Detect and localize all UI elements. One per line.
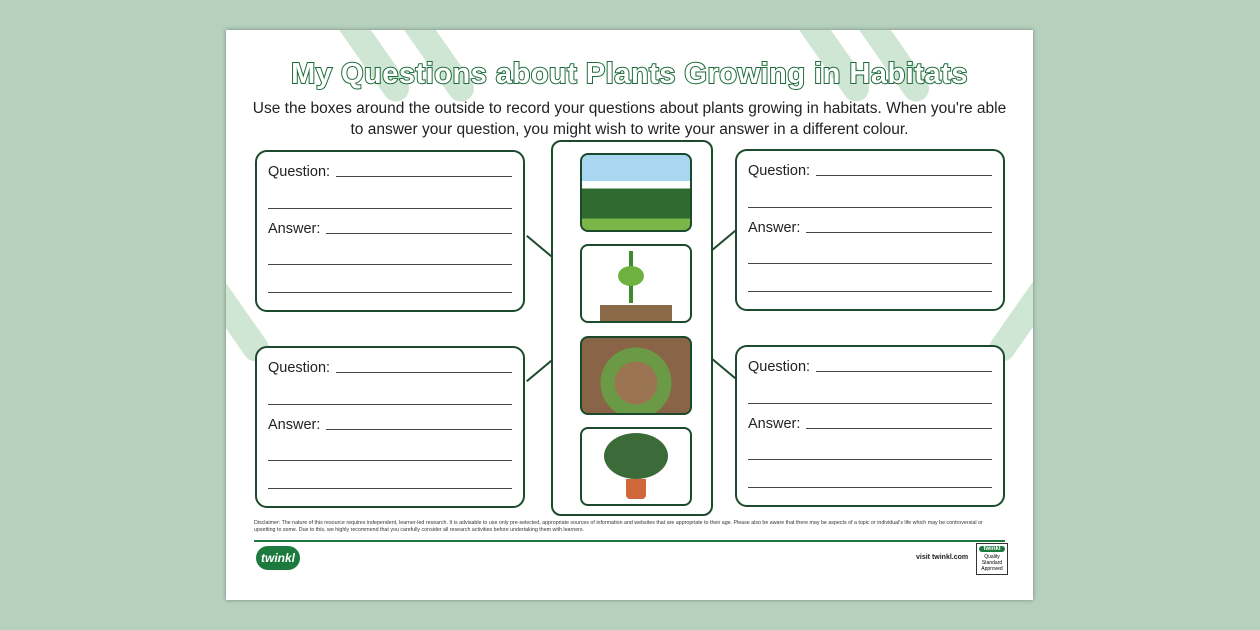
seedling-in-soil-image (580, 244, 692, 323)
quality-badge: twinkl Quality Standard Approved (976, 543, 1008, 575)
connector (526, 360, 552, 382)
answer-field[interactable]: Answer: (748, 220, 992, 236)
question-field[interactable]: Question: (268, 360, 512, 376)
page-title: My Questions about Plants Growing in Habitats (291, 58, 968, 90)
connector (710, 357, 736, 379)
visit-link[interactable]: visit twinkl.com (916, 554, 969, 561)
footer-divider (254, 540, 1005, 542)
question-field[interactable]: Question: (748, 163, 992, 179)
question-box-4 (735, 345, 1005, 507)
writing-line[interactable] (748, 291, 992, 292)
pictures-panel (551, 140, 713, 516)
writing-line[interactable] (268, 460, 512, 461)
question-box-2 (255, 346, 525, 508)
answer-field[interactable]: Answer: (268, 417, 512, 433)
writing-line[interactable] (748, 263, 992, 264)
vegetable-garden-image (580, 336, 692, 415)
writing-line[interactable] (748, 403, 992, 404)
answer-field[interactable]: Answer: (268, 221, 512, 237)
question-field[interactable]: Question: (268, 164, 512, 180)
writing-line[interactable] (268, 404, 512, 405)
writing-line[interactable] (748, 207, 992, 208)
connector (526, 235, 552, 257)
disclaimer: Disclaimer: The nature of this resource requires independent, learner-led research. It is advisable to use only pre-selected, appropriate sources of information and websites that are appropriate to their age. Please also be aware that there may be aspects of a topic or individual's life which may be controversial or upsetting to some. Due to this, we highly recommend that you carefully consider all research activities before undertaking them with learners. (254, 520, 983, 533)
question-field[interactable]: Question: (748, 359, 992, 375)
writing-line[interactable] (748, 459, 992, 460)
question-box-1 (255, 150, 525, 312)
question-box-3 (735, 149, 1005, 311)
writing-line[interactable] (268, 488, 512, 489)
worksheet-page (226, 30, 1033, 600)
writing-line[interactable] (268, 264, 512, 265)
instructions: Use the boxes around the outside to record your questions about plants growing in habitats. When you're able to answer your question, you might wish to write your answer in a different colour. (252, 100, 1007, 138)
connector (710, 230, 736, 252)
writing-line[interactable] (748, 487, 992, 488)
answer-field[interactable]: Answer: (748, 416, 992, 432)
writing-line[interactable] (268, 208, 512, 209)
writing-line[interactable] (268, 292, 512, 293)
garden-hedge-image (580, 153, 692, 232)
potted-plant-image (580, 427, 692, 506)
twinkl-logo: twinkl (256, 546, 300, 570)
